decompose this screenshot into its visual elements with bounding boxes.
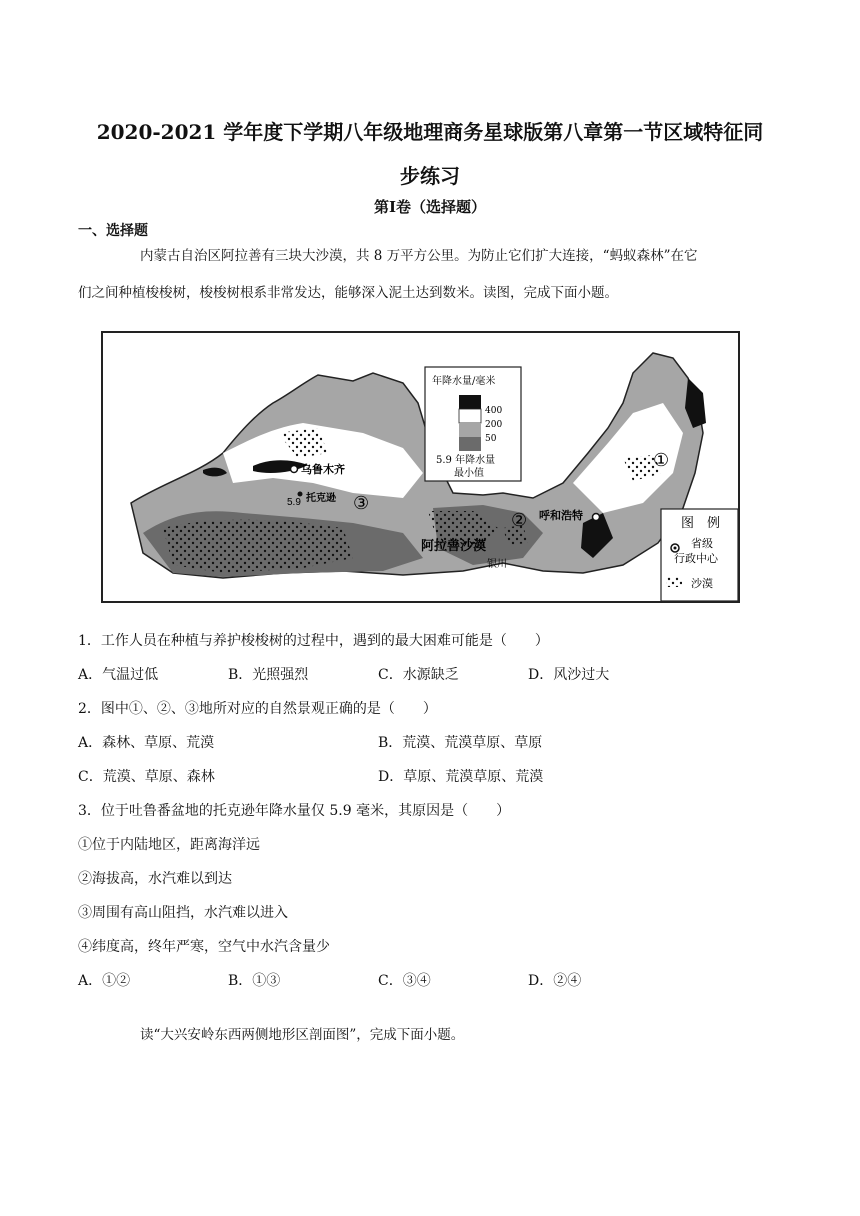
question-3-statement-4: ④纬度高，终年严寒，空气中水汽含量少 bbox=[78, 939, 330, 955]
precip-legend-title: 年降水量/毫米 bbox=[432, 376, 496, 387]
question-2-option-b[interactable]: B．荒漠、荒漠草原、草原 bbox=[378, 735, 543, 751]
legend-swatch-gt400 bbox=[459, 395, 481, 409]
legend-value-50: 50 bbox=[485, 434, 497, 444]
legend-swatch-lt50 bbox=[459, 437, 481, 451]
question-3-stem: 3．位于吐鲁番盆地的托克逊年降水量仅 5.9 毫米，其原因是（ ） bbox=[78, 803, 511, 819]
next-prompt: 读“大兴安岭东西两侧地形区剖面图”，完成下面小题。 bbox=[140, 1027, 465, 1043]
intro-line1: 内蒙古自治区阿拉善有三块大沙漠，共 8 万平方公里。为防止它们扩大连接，“蚂蚁森林”在它 bbox=[140, 248, 698, 264]
precipitation-map bbox=[101, 331, 740, 603]
legend-swatch-50-200 bbox=[459, 423, 481, 437]
page-title-line2: 步练习 bbox=[400, 164, 460, 188]
hohhot-label: 呼和浩特 bbox=[539, 510, 583, 522]
toksun-value: 5.9 bbox=[287, 497, 301, 508]
yinchuan-label: 银川 bbox=[487, 559, 507, 570]
legend-value-400: 400 bbox=[485, 406, 503, 416]
question-1-stem: 1．工作人员在种植与养护梭梭树的过程中，遇到的最大困难可能是（ ） bbox=[78, 633, 549, 649]
urumqi-label: 乌鲁木齐 bbox=[301, 464, 345, 476]
point-2-label: ② bbox=[511, 510, 528, 531]
question-2-option-a[interactable]: A．森林、草原、荒漠 bbox=[78, 735, 215, 751]
section-heading: 一、选择题 bbox=[78, 223, 148, 239]
question-2-option-c[interactable]: C．荒漠、草原、森林 bbox=[78, 769, 215, 785]
question-3-option-c[interactable]: C．③④ bbox=[378, 973, 431, 989]
legend-swatch-200-400 bbox=[459, 409, 481, 423]
point-1-label: ① bbox=[653, 450, 670, 471]
map-legend-title: 图 例 bbox=[681, 516, 721, 531]
question-3-statement-2: ②海拔高，水汽难以到达 bbox=[78, 871, 232, 887]
question-3-statement-1: ①位于内陆地区，距离海洋远 bbox=[78, 837, 260, 853]
question-1-option-d[interactable]: D．风沙过大 bbox=[528, 667, 610, 683]
legend-value-200: 200 bbox=[485, 420, 503, 430]
legend-desert-label: 沙漠 bbox=[691, 577, 713, 590]
page-title-line1: 2020-2021 学年度下学期八年级地理商务星球版第八章第一节区域特征同 bbox=[96, 120, 764, 144]
desert-symbol-icon bbox=[666, 577, 682, 587]
question-1-option-a[interactable]: A．气温过低 bbox=[78, 667, 159, 683]
question-3-option-a[interactable]: A．①② bbox=[78, 973, 131, 989]
question-2-option-d[interactable]: D．草原、荒漠草原、荒漠 bbox=[378, 769, 544, 785]
question-3-option-d[interactable]: D．②④ bbox=[528, 973, 582, 989]
point-3-label: ③ bbox=[353, 493, 370, 514]
question-3-statement-3: ③周围有高山阻挡，水汽难以进入 bbox=[78, 905, 288, 921]
legend-capital-line2: 行政中心 bbox=[674, 552, 718, 565]
legend-capital-line1: 省级 bbox=[691, 537, 713, 550]
toksun-label: 托克逊 bbox=[306, 493, 336, 504]
question-3-option-b[interactable]: B．①③ bbox=[228, 973, 281, 989]
alashan-desert-label: 阿拉善沙漠 bbox=[421, 538, 487, 553]
legend-min-line1: 5.9 年降水量 bbox=[436, 455, 496, 466]
legend-min-line2: 最小值 bbox=[454, 468, 484, 479]
question-1-option-b[interactable]: B．光照强烈 bbox=[228, 667, 309, 683]
volume-heading: 第Ⅰ卷（选择题） bbox=[373, 198, 487, 216]
hohhot-marker bbox=[593, 514, 600, 521]
urumqi-marker bbox=[291, 466, 298, 473]
question-1-option-c[interactable]: C．水源缺乏 bbox=[378, 667, 459, 683]
toksun-marker bbox=[298, 492, 303, 497]
intro-line2: 们之间种植梭梭树，梭梭树根系非常发达，能够深入泥土达到数米。读图，完成下面小题。 bbox=[78, 285, 618, 301]
question-2-stem: 2．图中①、②、③地所对应的自然景观正确的是（ ） bbox=[78, 701, 437, 717]
